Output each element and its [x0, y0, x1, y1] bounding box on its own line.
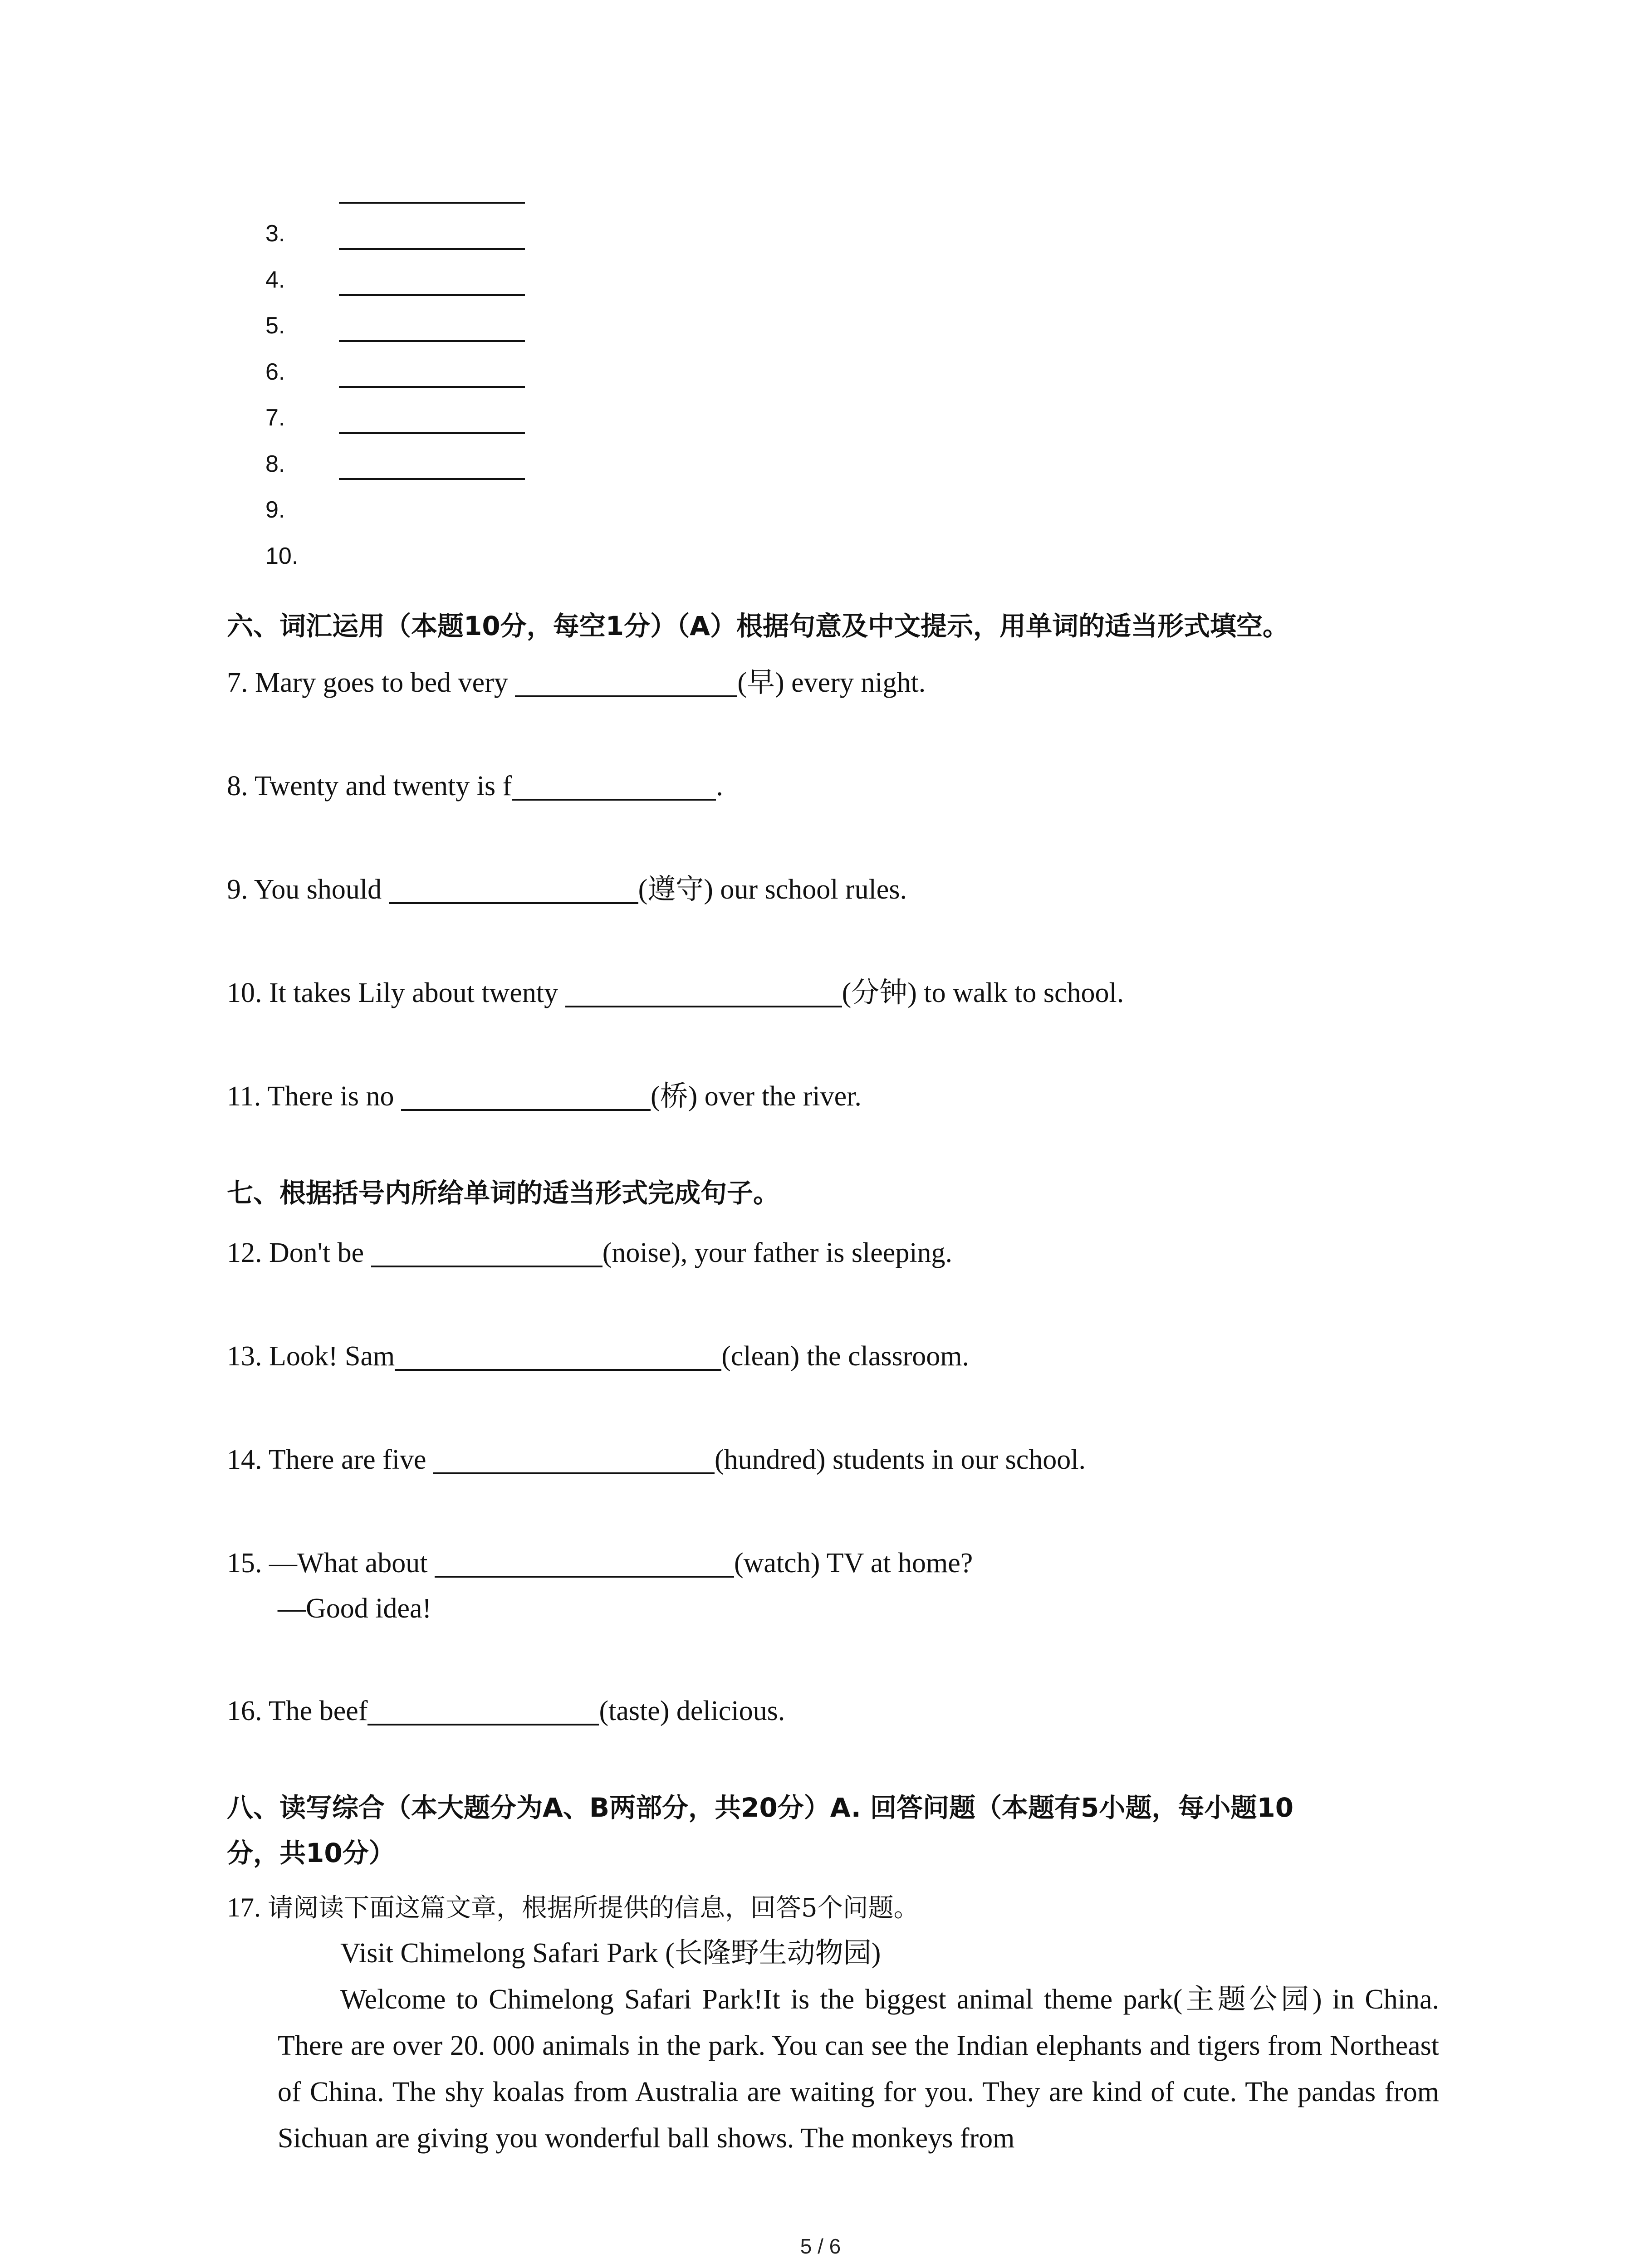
- question-number: 17.: [227, 1892, 261, 1922]
- question-number: 14.: [227, 1444, 262, 1475]
- blank-line[interactable]: [339, 340, 525, 342]
- answer-blank[interactable]: [565, 978, 842, 1007]
- blank-line[interactable]: [339, 248, 525, 250]
- question-number: 8.: [227, 771, 248, 802]
- question-number: 13.: [227, 1341, 262, 1372]
- question-text-before: It takes Lily about twenty: [269, 978, 565, 1008]
- question-text-before: There is no: [267, 1081, 402, 1112]
- page-number: 5 / 6: [800, 2234, 841, 2258]
- question-text-after: (早) every night.: [737, 667, 926, 698]
- question-15-reply: —Good idea!: [278, 1593, 432, 1624]
- question-text-after: (clean) the classroom.: [721, 1341, 969, 1372]
- question-16: [227, 1688, 785, 1734]
- blank-number: 3.: [265, 220, 285, 247]
- question-number: 10.: [227, 978, 262, 1008]
- question-12: [227, 1230, 952, 1276]
- blank-number: 4.: [265, 266, 285, 293]
- blank-line[interactable]: [339, 202, 525, 204]
- answer-blank[interactable]: [367, 1696, 599, 1725]
- answer-blank[interactable]: [433, 1445, 715, 1474]
- question-number: 7.: [227, 667, 248, 698]
- blank-number: 9.: [265, 497, 285, 523]
- question-text-before: There are five: [268, 1444, 434, 1475]
- answer-blank[interactable]: [435, 1549, 734, 1578]
- answer-blank[interactable]: [512, 772, 716, 801]
- question-text-before: Mary goes to bed very: [255, 667, 515, 698]
- blank-number: 5.: [265, 313, 285, 339]
- answer-blank[interactable]: [401, 1082, 651, 1111]
- blank-line[interactable]: [339, 386, 525, 388]
- question-number: 9.: [227, 874, 248, 905]
- blank-line[interactable]: [339, 294, 525, 296]
- question-10: [227, 970, 1124, 1016]
- question-8: [227, 763, 723, 809]
- question-14: [227, 1437, 1086, 1482]
- question-text-after: (noise), your father is sleeping.: [602, 1237, 953, 1268]
- answer-blank[interactable]: [389, 875, 638, 904]
- question-9: [227, 867, 907, 912]
- question-text-after: (taste) delicious.: [599, 1696, 785, 1726]
- blank-line[interactable]: [339, 478, 525, 480]
- blank-number: 10.: [265, 543, 299, 569]
- section-6-heading: 六、词汇运用（本题10分，每空1分）（A）根据句意及中文提示，用单词的适当形式填空。: [227, 611, 1289, 641]
- question-number: 15.: [227, 1548, 262, 1579]
- blank-number: 8.: [265, 450, 285, 477]
- passage-title: Visit Chimelong Safari Park (长隆野生动物园): [340, 1938, 881, 1969]
- question-13: [227, 1334, 969, 1379]
- answer-blank[interactable]: [395, 1342, 721, 1371]
- question-text-after: (watch) TV at home?: [734, 1548, 973, 1579]
- question-text-after: (遵守) our school rules.: [638, 874, 907, 905]
- question-text-before: Twenty and twenty is f: [254, 771, 512, 802]
- question-7: [227, 660, 926, 705]
- question-15: [227, 1540, 973, 1624]
- question-11: [227, 1074, 862, 1119]
- section-8-heading-line2: 分，共10分）: [227, 1838, 395, 1868]
- question-text-after: (分钟) to walk to school.: [842, 978, 1124, 1008]
- blank-line[interactable]: [339, 432, 525, 434]
- answer-blank[interactable]: [371, 1238, 603, 1267]
- question-number: 12.: [227, 1237, 262, 1268]
- question-text-before: You should: [254, 874, 389, 905]
- section-8-heading-line1: 八、读写综合（本大题分为A、B两部分，共20分）A. 回答问题（本题有5小题，每小题10: [227, 1792, 1294, 1823]
- question-text-after: .: [716, 771, 723, 802]
- section-7-heading: 七、根据括号内所给单词的适当形式完成句子。: [227, 1178, 780, 1208]
- blank-number: 7.: [265, 405, 285, 431]
- question-text-before: —What about: [269, 1548, 435, 1579]
- question-text-after: (hundred) students in our school.: [715, 1444, 1086, 1475]
- passage-body: Welcome to Chimelong Safari Park!It is the biggest animal theme park(主题公园) in China. There are over 20. 000 animals in the park. You can see the Indian elephants and tigers from Northeast of China. The shy koalas from Australia are waiting for you. They are kind of cute. The pandas from Sichuan are giving you wonderful ball shows. The monkeys from: [278, 1984, 1439, 2154]
- question-instruction: 请阅读下面这篇文章，根据所提供的信息，回答5个问题。: [268, 1893, 919, 1923]
- question-number: 16.: [227, 1696, 262, 1726]
- question-17: [227, 1885, 919, 1931]
- reading-passage: [278, 1930, 1439, 2161]
- question-text-before: Look! Sam: [269, 1341, 395, 1372]
- question-text-after: (桥) over the river.: [651, 1081, 862, 1112]
- question-text-before: The beef: [268, 1696, 368, 1726]
- question-number: 11.: [227, 1081, 261, 1112]
- answer-blank[interactable]: [515, 668, 737, 697]
- blank-number: 6.: [265, 358, 285, 385]
- question-text-before: Don't be: [269, 1237, 371, 1268]
